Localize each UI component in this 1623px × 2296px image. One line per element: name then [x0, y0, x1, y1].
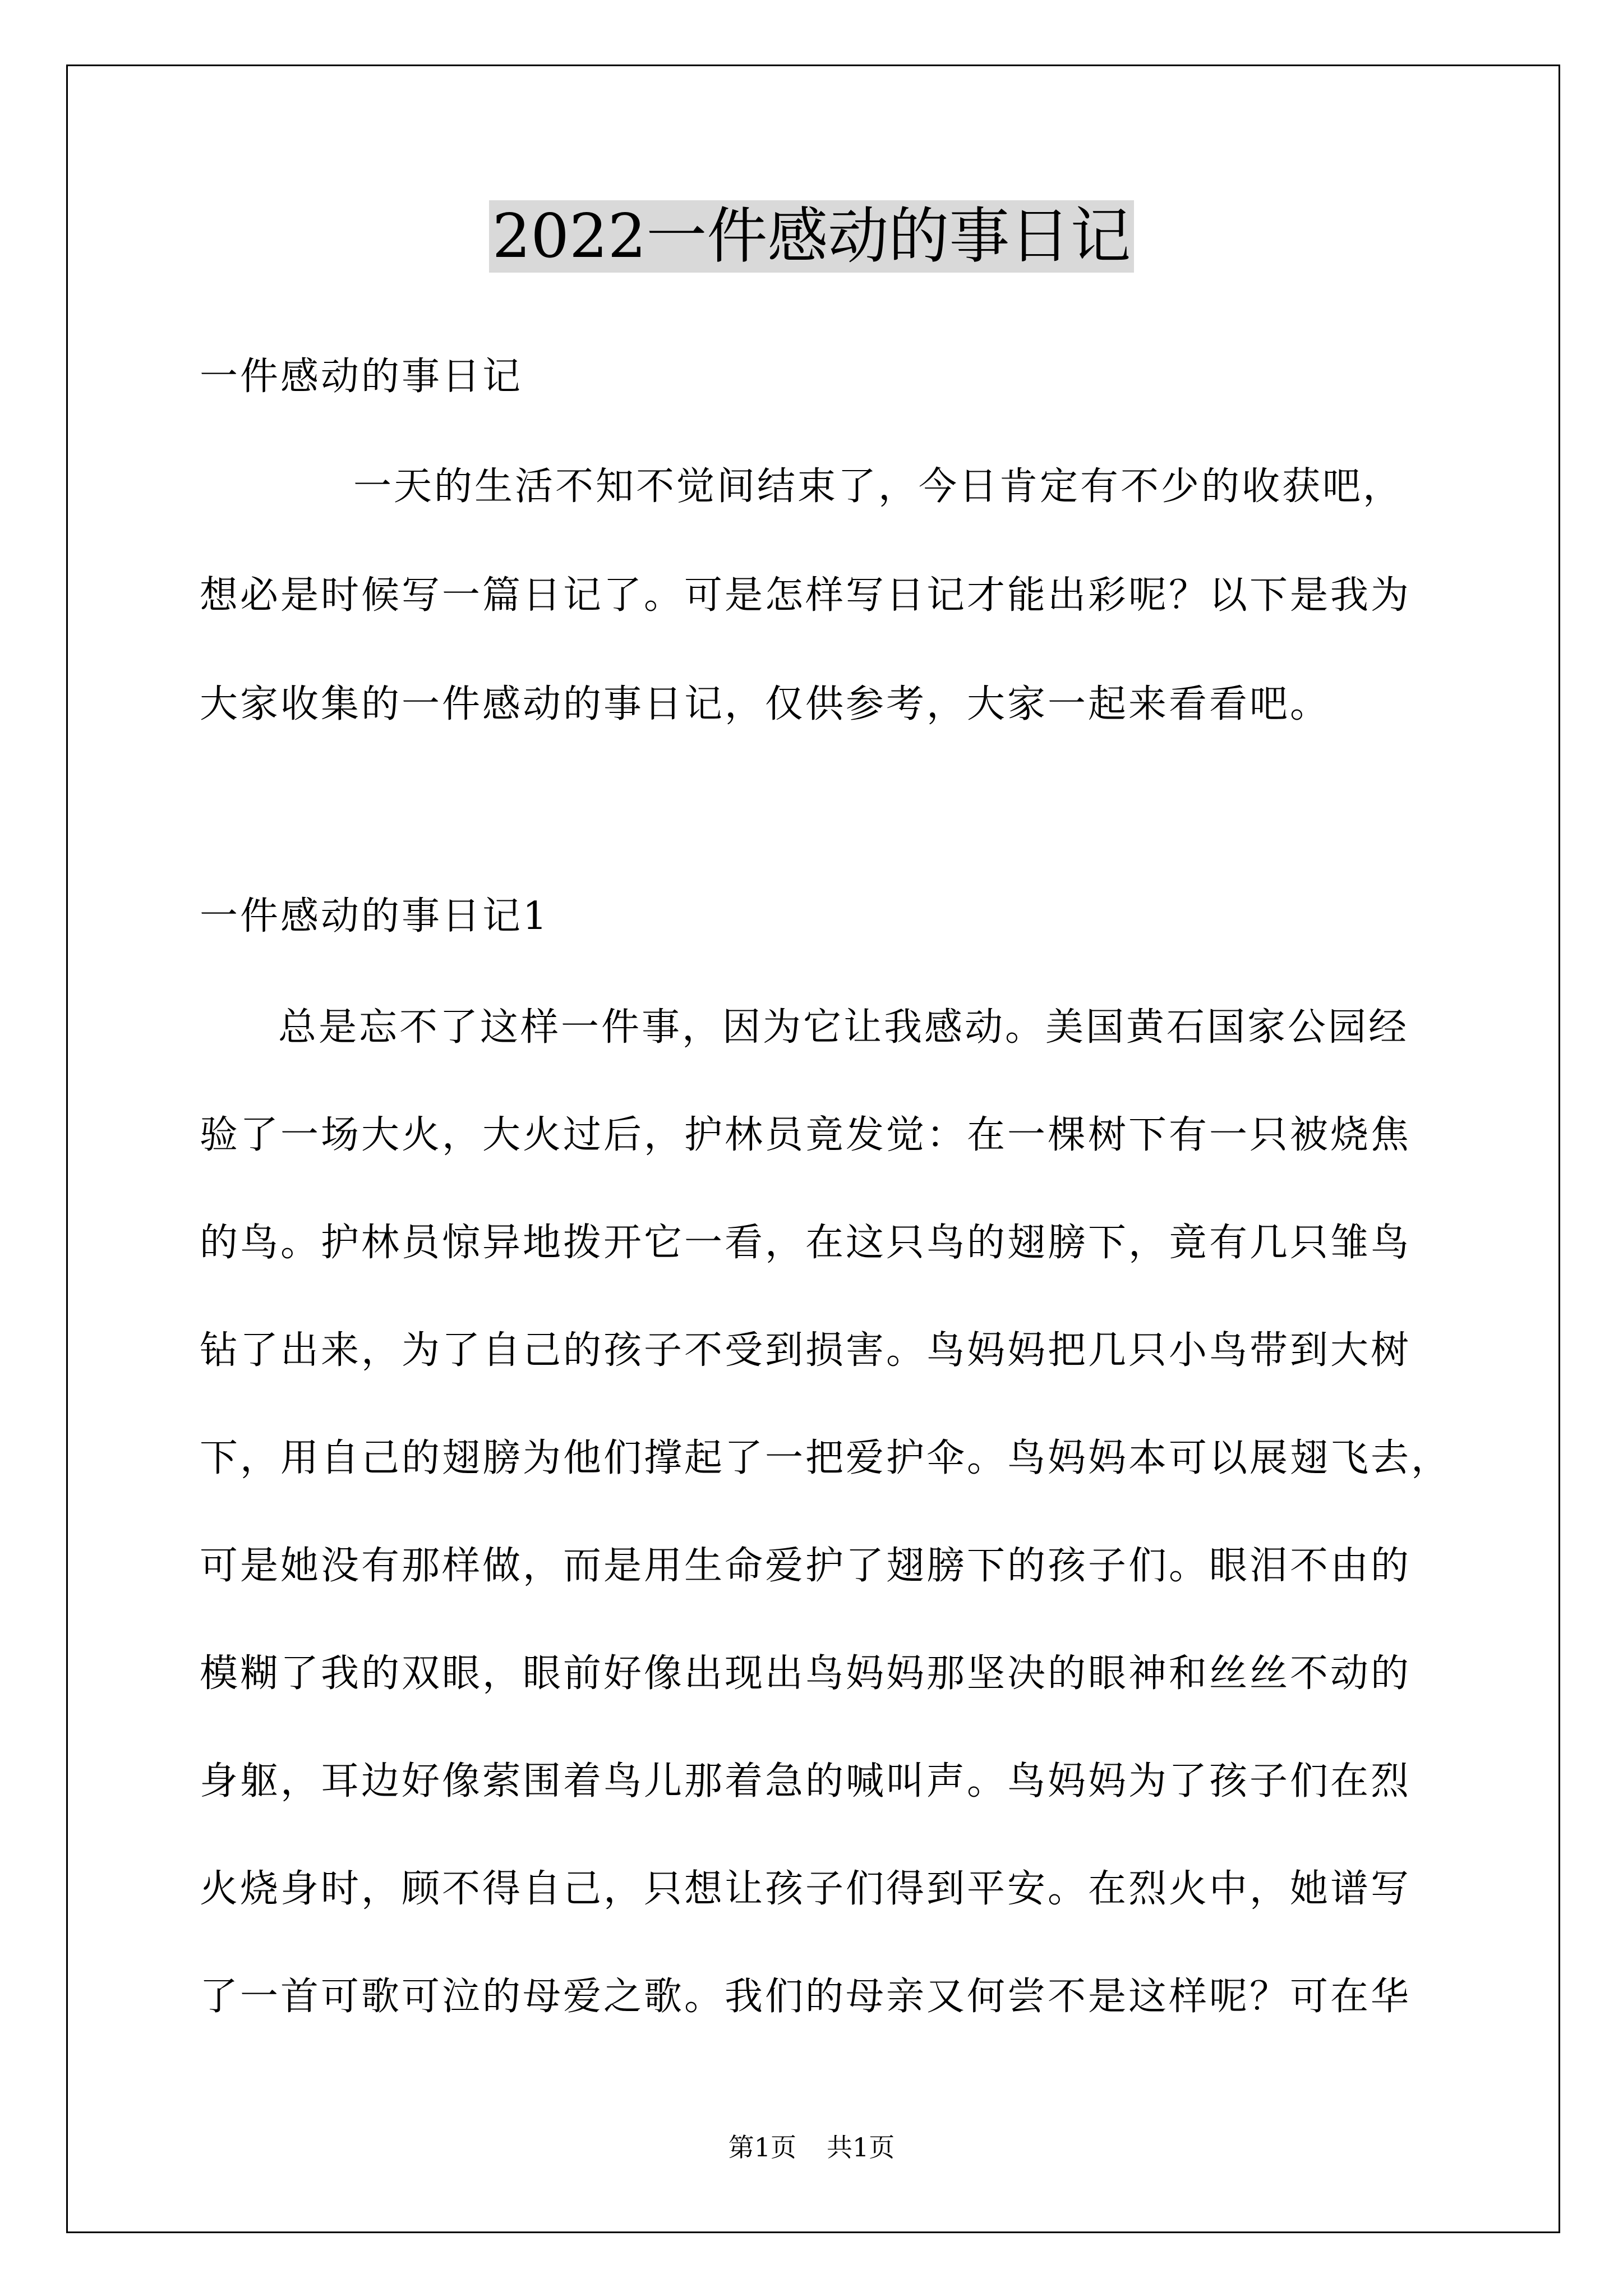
section-heading: 一件感动的事日记1 — [200, 894, 550, 938]
body-line-4: 钻了出来，为了自己的孩子不受到损害。鸟妈妈把几只小鸟带到大树 — [200, 1328, 1412, 1373]
page-total: 共1页 — [827, 2132, 895, 2162]
body-line-2: 验了一场大火，大火过后，护林员竟发觉：在一棵树下有一只被烧焦 — [200, 1113, 1412, 1157]
page-footer — [0, 2132, 1623, 2163]
intro-line-2: 想必是时候写一篇日记了。可是怎样写日记才能出彩呢？以下是我为 — [200, 573, 1412, 618]
body-line-10: 了一首可歌可泣的母爱之歌。我们的母亲又何尝不是这样呢？可在华 — [200, 1975, 1412, 2019]
document-title — [0, 200, 1623, 274]
document-title-text: 2022一件感动的事日记 — [489, 200, 1135, 273]
body-line-8: 身躯，耳边好像萦围着鸟儿那着急的喊叫声。鸟妈妈为了孩子们在烈 — [200, 1759, 1412, 1803]
body-line-6: 可是她没有那样做，而是用生命爱护了翅膀下的孩子们。眼泪不由的 — [200, 1544, 1412, 1588]
intro-line-1: 一天的生活不知不觉间结束了，今日肯定有不少的收获吧， — [353, 464, 1404, 509]
body-line-9: 火烧身时，顾不得自己，只想让孩子们得到平安。在烈火中，她谱写 — [200, 1867, 1412, 1911]
intro-line-3: 大家收集的一件感动的事日记，仅供参考，大家一起来看看吧。 — [200, 682, 1331, 726]
body-line-7: 模糊了我的双眼，眼前好像出现出鸟妈妈那坚决的眼神和丝丝不动的 — [200, 1651, 1412, 1696]
page-number: 第1页 — [728, 2132, 796, 2162]
body-line-3: 的鸟。护林员惊异地拨开它一看，在这只鸟的翅膀下，竟有几只雏鸟 — [200, 1221, 1412, 1265]
subtitle: 一件感动的事日记 — [200, 355, 523, 399]
body-line-1: 总是忘不了这样一件事，因为它让我感动。美国黄石国家公园经 — [278, 1005, 1409, 1050]
body-line-5: 下，用自己的翅膀为他们撑起了一把爱护伞。鸟妈妈本可以展翅飞去， — [200, 1436, 1452, 1480]
